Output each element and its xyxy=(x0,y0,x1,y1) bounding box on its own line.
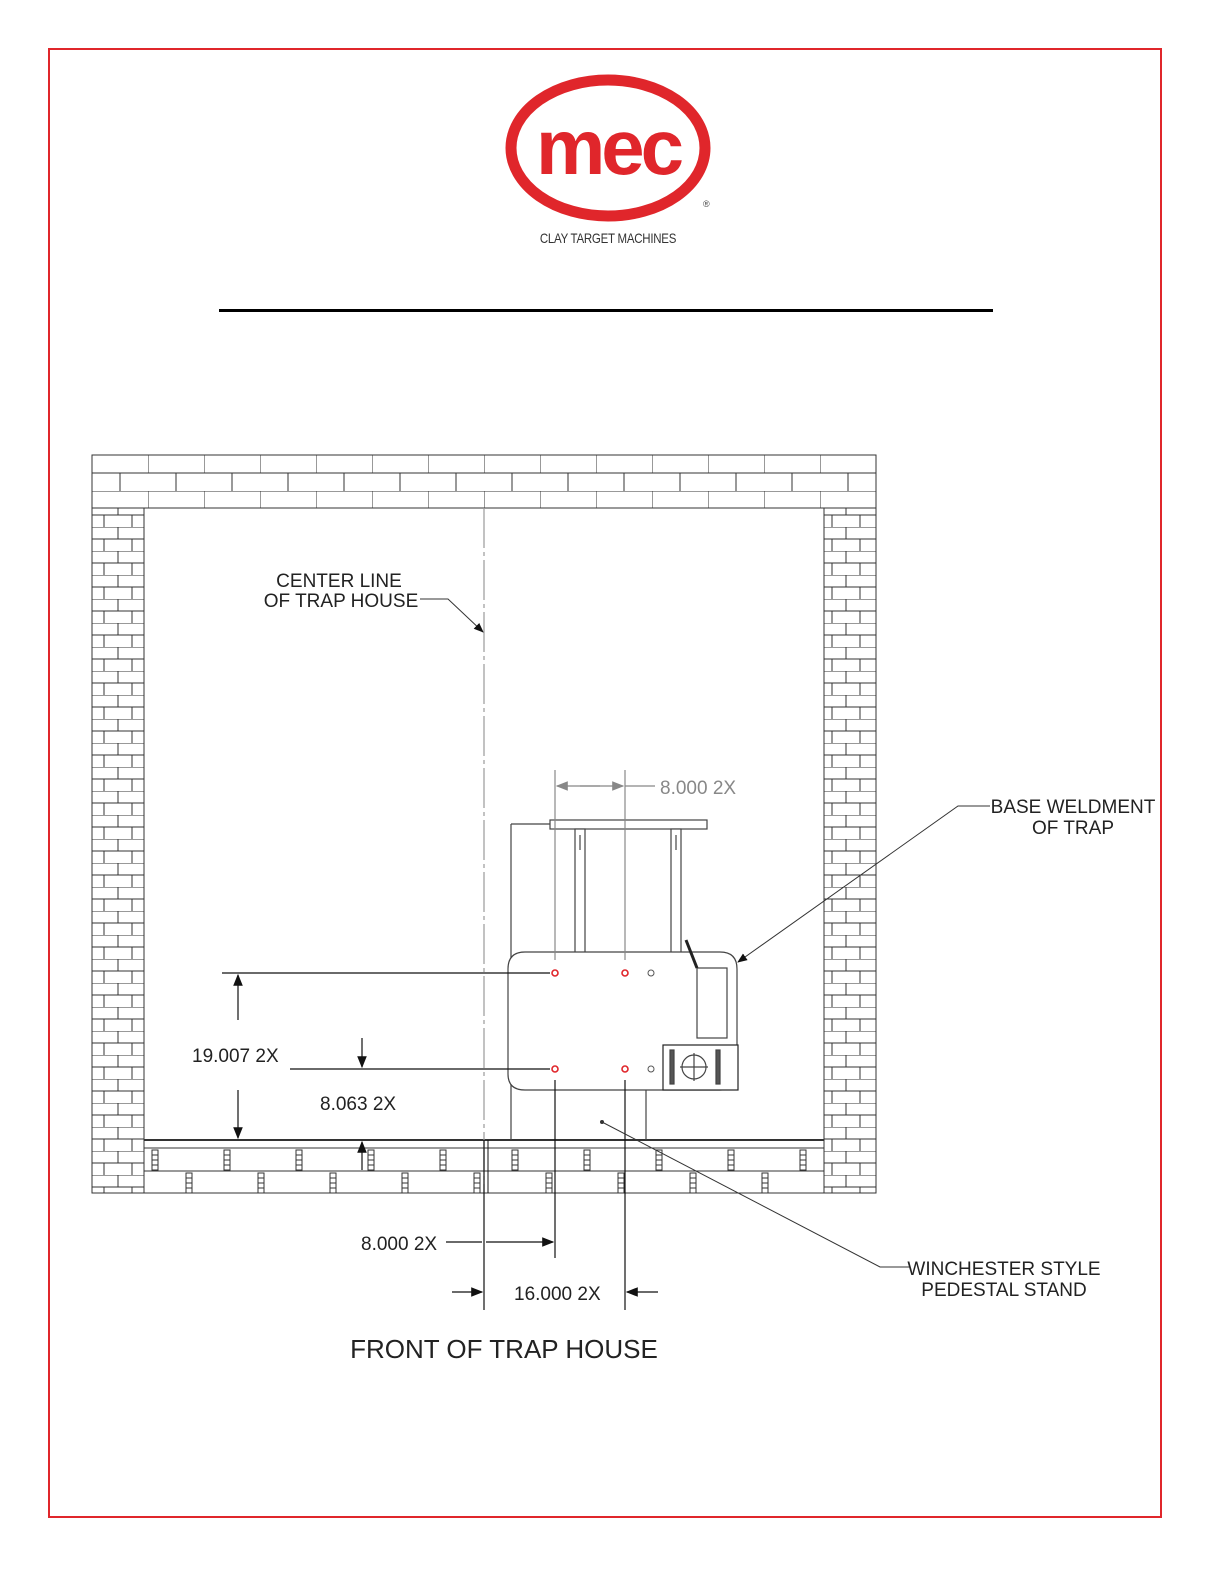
label-center-line-2: OF TRAP HOUSE xyxy=(263,591,419,612)
label-base-weldment-2: OF TRAP xyxy=(1032,818,1114,839)
registered-mark: ® xyxy=(703,199,710,209)
view-title: FRONT OF TRAP HOUSE xyxy=(350,1334,658,1364)
top-wall xyxy=(92,455,876,508)
dim-total-spacing: 16.000 2X xyxy=(514,1284,601,1305)
label-base-weldment-1: BASE WELDMENT xyxy=(990,797,1156,818)
bottom-dimensions xyxy=(446,1080,658,1310)
dim-height-upper: 19.007 2X xyxy=(192,1046,279,1067)
dim-height-lower: 8.063 2X xyxy=(320,1094,397,1115)
label-pedestal-1: WINCHESTER STYLE xyxy=(907,1259,1101,1280)
logo-wordmark: mec xyxy=(535,103,681,191)
label-pedestal-2: PEDESTAL STAND xyxy=(921,1280,1087,1301)
logo-tagline: CLAY TARGET MACHINES xyxy=(539,230,677,246)
right-wall xyxy=(824,508,876,1193)
top-dimension xyxy=(555,770,655,960)
dim-top-spacing: 8.000 2X xyxy=(660,778,737,799)
dim-offset-center: 8.000 2X xyxy=(361,1234,438,1255)
left-wall xyxy=(92,508,144,1193)
label-center-line-1: CENTER LINE xyxy=(276,571,402,592)
